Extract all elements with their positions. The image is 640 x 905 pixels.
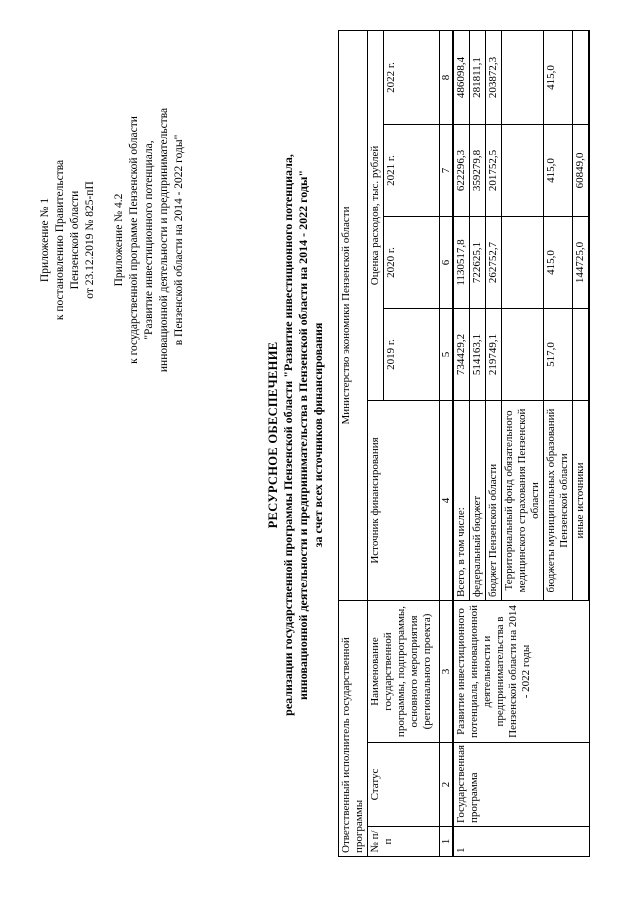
value-cell: 415,0 <box>544 217 573 309</box>
value-cell: 219749,1 <box>486 309 502 401</box>
col-estimate-header: Оценка расходов, тыс. рублей <box>368 31 384 401</box>
value-cell <box>502 217 544 309</box>
index-cell: 5 <box>440 309 454 401</box>
value-cell: 201752,5 <box>486 125 502 217</box>
source-cell: федеральный бюджет <box>470 401 486 601</box>
value-cell <box>573 309 590 401</box>
appendix-1-line: к постановлению Правительства <box>54 159 66 321</box>
source-cell: бюджет Пензенской области <box>486 401 502 601</box>
col-source-header: Источник финансирования <box>368 401 440 601</box>
appendix-2-line: "Развитие инвестиционного потенциала, <box>143 140 155 340</box>
value-cell: 486098,4 <box>453 31 470 125</box>
source-cell: Территориальный фонд обязательного медицинского страхования Пензенской области <box>502 401 544 601</box>
value-cell: 60849,0 <box>573 125 590 217</box>
index-cell: 8 <box>440 31 454 125</box>
heading-title: РЕСУРСНОЕ ОБЕСПЕЧЕНИЕ <box>266 341 280 529</box>
responsible-label: Ответственный исполнитель государственной программы <box>339 601 368 857</box>
appendix-2-line: к государственной программе Пензенской области <box>128 116 140 364</box>
source-cell: бюджеты муниципальных образований Пензенской области <box>544 401 573 601</box>
document-heading <box>266 35 326 835</box>
value-cell: 734429,2 <box>453 309 470 401</box>
heading-line: реализации государственной программы Пензенской области "Развитие инвестиционного потенциала, <box>281 154 295 716</box>
appendix-block <box>38 75 187 405</box>
appendix-1-line: Приложение № 1 <box>39 197 51 283</box>
appendix-1-line: от 23.12.2019 № 825-пП <box>84 181 96 299</box>
source-cell: Всего, в том числе: <box>453 401 470 601</box>
program-status: Государственная программа <box>453 743 589 827</box>
value-cell: 1130517,8 <box>453 217 470 309</box>
value-cell: 144725,0 <box>573 217 590 309</box>
value-cell: 622296,3 <box>453 125 470 217</box>
value-cell: 722625,1 <box>470 217 486 309</box>
value-cell <box>502 31 544 125</box>
year-header: 2019 г. <box>384 309 440 401</box>
value-cell: 262752,7 <box>486 217 502 309</box>
appendix-2-line: инновационной деятельности и предпринимательства <box>158 107 170 373</box>
appendix-1-line: Пензенской области <box>69 190 81 290</box>
index-cell: 6 <box>440 217 454 309</box>
col-status-header: Статус <box>368 743 440 827</box>
appendix-2-line: в Пензенской области на 2014 - 2022 годы" <box>173 134 185 346</box>
index-cell: 7 <box>440 125 454 217</box>
heading-line: за счет всех источников финансирования <box>311 322 325 548</box>
year-header: 2020 г. <box>384 217 440 309</box>
appendix-2-line: Приложение № 4.2 <box>113 193 125 287</box>
value-cell <box>502 125 544 217</box>
value-cell: 203872,3 <box>486 31 502 125</box>
value-cell: 415,0 <box>544 31 573 125</box>
index-cell: 3 <box>440 601 454 743</box>
responsible-value: Министерство экономики Пензенской области <box>339 31 368 601</box>
col-name-header: Наименование государственной программы, подпрограммы, основного мероприятия (регионального проекта) <box>368 601 440 743</box>
value-cell: 517,0 <box>544 309 573 401</box>
value-cell <box>502 309 544 401</box>
value-cell: 415,0 <box>544 125 573 217</box>
value-cell <box>573 31 590 125</box>
index-cell: 2 <box>440 743 454 827</box>
value-cell: 359279,8 <box>470 125 486 217</box>
heading-line: инновационной деятельности и предпринимательства в Пензенской области на 2014 - 2022 годы" <box>296 169 310 701</box>
value-cell: 281811,1 <box>470 31 486 125</box>
col-no-header: № п/п <box>368 827 440 857</box>
year-header: 2022 г. <box>384 31 440 125</box>
program-number: 1 <box>453 827 589 857</box>
rotated-page <box>0 15 640 875</box>
source-cell: иные источники <box>573 401 590 601</box>
value-cell: 514163,1 <box>470 309 486 401</box>
table-row <box>453 31 470 857</box>
program-name: Развитие инвестиционного потенциала, инновационной деятельности и предпринимательства в Пензенской области на 2014 - 2022 годы <box>453 601 589 743</box>
index-cell: 1 <box>440 827 454 857</box>
index-cell: 4 <box>440 401 454 601</box>
year-header: 2021 г. <box>384 125 440 217</box>
resource-table <box>338 30 590 857</box>
